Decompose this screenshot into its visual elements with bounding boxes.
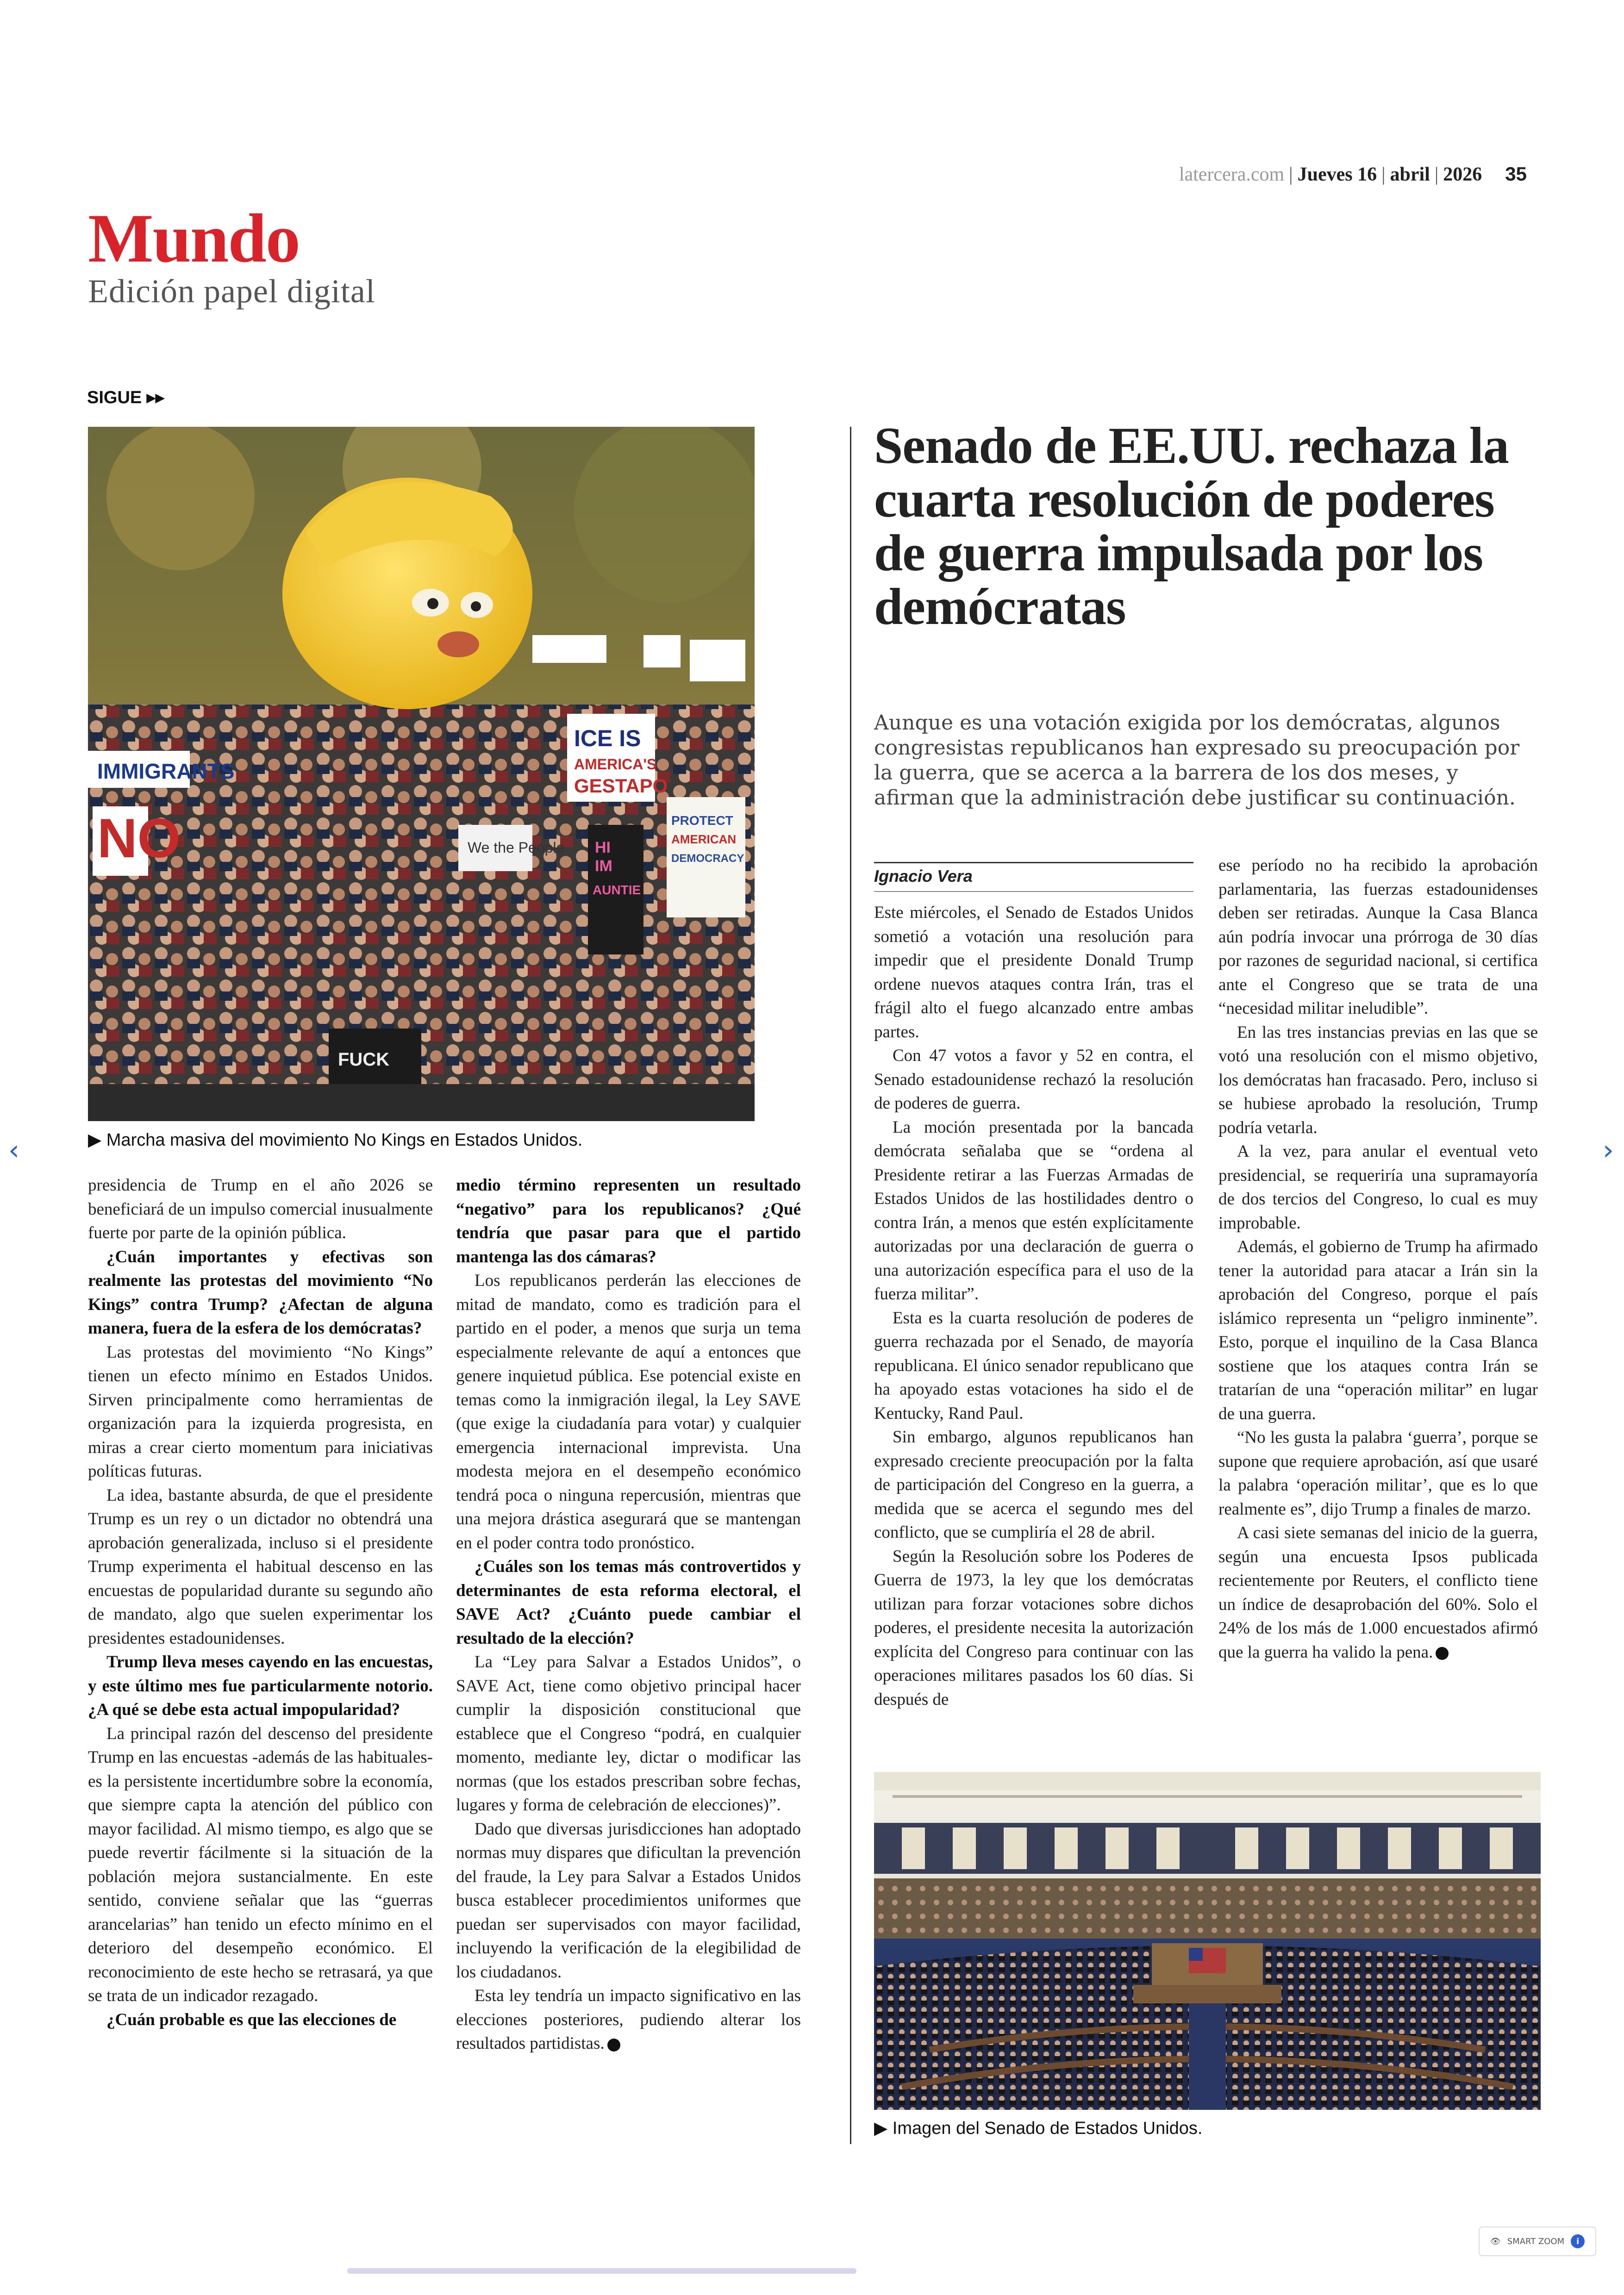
paragraph: Sin embargo, algunos republicanos han expresado creciente preocupación por la falta de participación del Congreso en la guerra, a medida que se acerca el segundo mes del conflicto, que se cumpliría el 28 de abril. [874, 1428, 1193, 1542]
interview-question: medio término representen un resultado “negativo” para los republicanos? ¿Qué tendría que pasar para que el partido mantenga las dos cámaras? [456, 1176, 801, 1266]
paragraph: La moción presentada por la bancada demócrata señalaba que se “ordena al Presidente retirar a las Fuerzas Armadas de Estados Unidos de las hostilidades dentro o contra Irán, a menos que estén explícitamente autorizadas por una declaración de guerra o una autorización específica para el uso de la fuerza militar”. [874, 1117, 1193, 1303]
header-year: 2026 [1443, 164, 1482, 185]
svg-text:DEMOCRACY: DEMOCRACY [671, 852, 744, 865]
svg-text:GESTAPO: GESTAPO [574, 775, 668, 797]
smart-zoom-button[interactable] [1479, 2226, 1596, 2256]
paragraph: Dado que diversas jurisdicciones han adoptado normas muy dispares que dificultan la prevención del fraude, la Ley para Salvar a Estados Unidos busca establecer procedimientos uniformes que puedan ser supervisados con mayor facilidad, incluyendo la verificación de la elegibilidad de los ciudadanos. [456, 1819, 801, 1982]
end-dot-icon [1436, 1647, 1449, 1660]
edition-label: Edición papel digital [88, 273, 375, 310]
interview-question: ¿Cuán importantes y efectivas son realmente las protestas del movimiento “No Kings” contra Trump? ¿Afectan de alguna manera, fuera de la esfera de los demócratas? [88, 1247, 433, 1338]
article-headline: Senado de EE.UU. rechaza la cuarta resolución de poderes de guerra impulsada por los demócratas [874, 417, 1509, 636]
paragraph-end: A casi siete semanas del inicio de la guerra, según una encuesta Ipsos publicada recientemente por Reuters, el conflicto tiene un índice de desaprobación del 60%. Solo el 24% de los más de 1.000 encuestados afirmó que la guerra ha valido la pena. [1218, 1523, 1538, 1662]
protest-photo [88, 427, 755, 1121]
end-dot-icon [607, 2039, 620, 2052]
interview-column-1 [88, 1173, 433, 2032]
next-page-chevron-icon[interactable]: › [1603, 1134, 1614, 1166]
paragraph: “No les gusta la palabra ‘guerra’, porque se supone que requiere aprobación, así que usaré la palabra ‘operación militar’, que es lo que realmente es”, dijo Trump a finales de marzo. [1218, 1428, 1538, 1519]
article-column-1 [874, 901, 1193, 1711]
byline-rule-bottom [874, 891, 1193, 892]
interview-question: ¿Cuáles son los temas más controvertidos y determinantes de esta reforma electoral, el SAVE Act? ¿Cuánto puede cambiar el resultado de la elección? [456, 1557, 801, 1648]
sigue-label: SIGUE ▸▸ [87, 388, 164, 407]
svg-text:HI: HI [595, 839, 611, 856]
svg-text:FUCK: FUCK [338, 1049, 390, 1070]
horizontal-scrollbar[interactable] [347, 2268, 856, 2274]
column-divider [850, 427, 851, 2144]
paragraph: La “Ley para Salvar a Estados Unidos”, o SAVE Act, tiene como objetivo principal hacer cumplir la disposición constitucional que establece que el Congreso “podrá, en cualquier momento, mediante ley, dictar o modificar las normas (que los estados prescriban sobre fechas, lugares y forma de celebración de elecciones)”. [456, 1653, 801, 1815]
svg-text:AMERICAN: AMERICAN [671, 832, 737, 846]
paragraph-end: Esta ley tendría un impacto significativo en las elecciones posteriores, pudiendo alterar los resultados partidistas. [456, 1986, 801, 2053]
interview-question: ¿Cuán probable es que las elecciones de [106, 2010, 397, 2029]
paragraph: Según la Resolución sobre los Poderes de Guerra de 1973, la ley que los demócratas utilizan para forzar votaciones sobre dichos poderes, el presidente necesita la autorización explícita del Congreso para continuar con las operaciones militares pasados los 60 días. Si después de [874, 1547, 1193, 1709]
byline: Ignacio Vera [874, 867, 973, 886]
info-icon[interactable]: i [1571, 2234, 1585, 2248]
svg-text:AUNTIE: AUNTIE [593, 883, 641, 897]
page-header: latercera.com | Jueves 16 | abril | 2026 35 [1179, 163, 1527, 185]
svg-text:NO: NO [97, 807, 181, 869]
svg-text:PROTECT: PROTECT [671, 813, 733, 828]
svg-text:AMERICA'S: AMERICA'S [574, 756, 657, 773]
paragraph: A la vez, para anular el eventual veto presidencial, se requeriría una supramayoría de dos tercios del Congreso, lo cual es muy improbable. [1218, 1142, 1538, 1233]
interview-question: Trump lleva meses cayendo en las encuestas, y este último mes fue particularmente notorio. ¿A qué se debe esta actual impopularidad? [88, 1653, 433, 1719]
prev-page-chevron-icon[interactable]: ‹ [8, 1134, 19, 1166]
interview-column-2 [456, 1173, 801, 2056]
svg-text:IMMIGRANTS: IMMIGRANTS [97, 759, 235, 783]
site-name: latercera.com [1179, 164, 1285, 185]
protest-photo-caption: ▶ Marcha masiva del movimiento No Kings en Estados Unidos. [88, 1130, 583, 1150]
eye-icon: 👁 [1490, 2236, 1501, 2246]
section-title: Mundo [88, 200, 300, 277]
svg-text:IM: IM [595, 857, 612, 875]
paragraph: Las protestas del movimiento “No Kings” tienen un efecto mínimo en Estados Unidos. Sirven principalmente como herramientas de organización para la izquierda progresista, en miras a crear cierto momentum para iniciativas políticas futuras. [88, 1342, 433, 1481]
article-column-2 [1218, 854, 1538, 1664]
paragraph: En las tres instancias previas en las que se votó una resolución con el mismo objetivo, los demócratas han fracasado. Pero, incluso si se hubiese aprobado la resolución, Trump podría vetarla. [1218, 1023, 1538, 1137]
paragraph: Esta es la cuarta resolución de poderes de guerra rechazada por el Senado, de mayoría republicana. El único senador republicano que ha apoyado estas votaciones ha sido el de Kentucky, Rand Paul. [874, 1308, 1193, 1423]
svg-text:ICE IS: ICE IS [574, 725, 641, 751]
paragraph: ese período no ha recibido la aprobación parlamentaria, las fuerzas estadounidenses deben ser retiradas. Aunque la Casa Blanca aún podría invocar una prórroga de 30 días por razones de seguridad nacional, si certifica ante el Congreso que se trata de una “necesidad militar ineludible”. [1218, 856, 1538, 1018]
paragraph: La principal razón del descenso del presidente Trump en las encuestas -además de las habituales- es la persistente incertidumbre sobre la economía, que siempre capta la atención del público con mayor facilidad. Al mismo tiempo, es algo que se puede revertir fácilmente si la situación de la población mejora sustancialmente. En este sentido, conviene señalar que las “guerras arancelarias” han tenido un efecto mínimo en el deterioro del desempeño económico. El reconocimiento de este hecho se retrasará, ya que se trata de un indicador rezagado. [88, 1724, 433, 2005]
paragraph: La idea, bastante absurda, de que el presidente Trump es un rey o un dictador no obtendrá una aprobación generalizada, incluso si el presidente Trump experimenta el habitual descenso en las encuestas de popularidad durante su segundo año de mandato, algo que suelen experimentar los presidentes estadounidenses. [88, 1485, 433, 1648]
paragraph: Además, el gobierno de Trump ha afirmado tener la autoridad para atacar a Irán sin la aprobación del Congreso, porque el país islámico representa un “peligro inminente”. Esto, porque el inquilino de la Casa Blanca sostiene que los ataques contra Irán se tratarían de una “operación militar” en lugar de una guerra. [1218, 1237, 1538, 1423]
svg-text:We the People: We the People [468, 839, 565, 856]
paragraph: Este miércoles, el Senado de Estados Unidos sometió a votación una resolución para impedir que el presidente Donald Trump ordene nuevos ataques contra Irán, tras el frágil alto el fuego alcanzado entre ambas partes. [874, 903, 1193, 1041]
header-month: abril [1390, 164, 1430, 185]
paragraph: Los republicanos perderán las elecciones de mitad de mandato, como es tradición para el partido en el poder, a menos que surja un tema especialmente relevante de aquí a entonces que genere inquietud pública. Ese potencial existe en temas como la inmigración ilegal, la Ley SAVE (que exige la ciudadanía para votar) y cualquier emergencia internacional imprevista. Una modesta mejora en el desempeño económico tendrá poca o ninguna repercusión, mientras que una mejora drástica asegurará que se mantengan en el poder contra todo pronóstico. [456, 1271, 801, 1553]
header-day: Jueves 16 [1297, 164, 1377, 185]
paragraph: Con 47 votos a favor y 52 en contra, el Senado estadounidense rechazó la resolución de poderes de guerra. [874, 1046, 1193, 1113]
smart-zoom-label: SMART ZOOM [1507, 2236, 1565, 2246]
senate-photo-caption: ▶ Imagen del Senado de Estados Unidos. [874, 2119, 1203, 2138]
article-deck: Aunque es una votación exigida por los demócratas, algunos congresistas republicanos han expresado su preocupación por la guerra, que se acerca a la barrera de los dos meses, y afirman que la administración debe justificar su continuación. [874, 711, 1520, 810]
senate-photo [874, 1772, 1541, 2110]
page-number: 35 [1505, 163, 1527, 185]
byline-rule-top [874, 862, 1193, 863]
paragraph: presidencia de Trump en el año 2026 se beneficiará de un impulso comercial inusualmente fuerte por parte de la opinión pública. [88, 1176, 433, 1242]
